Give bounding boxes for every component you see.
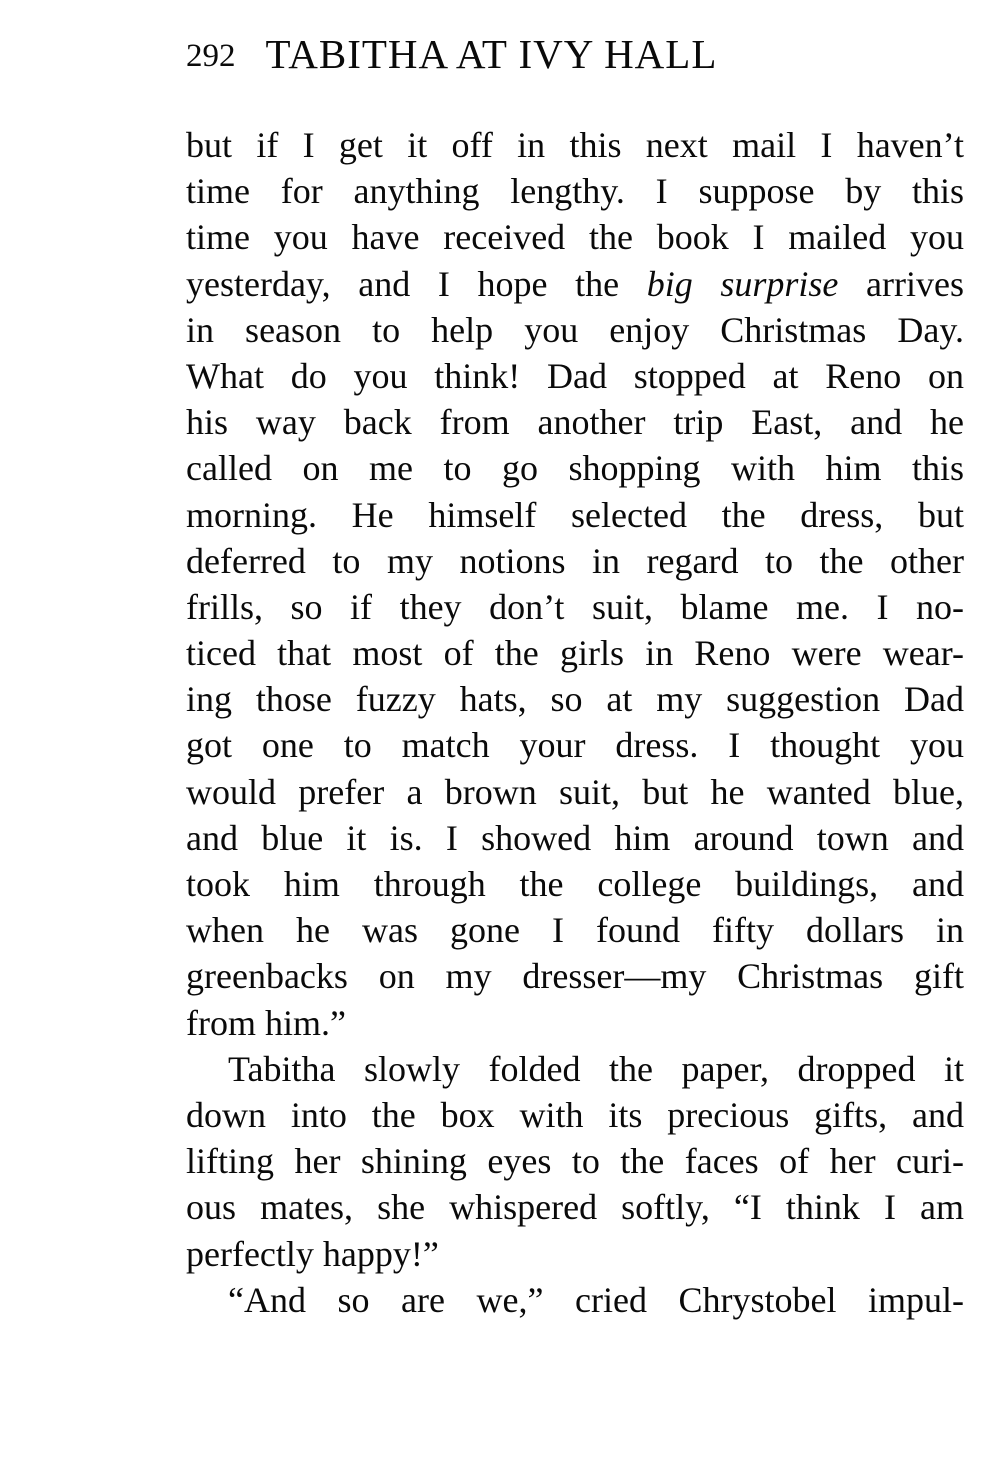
text-line: lifting her shining eyes to the faces of her curi- [186, 1141, 964, 1182]
text-line: took him through the college buildings, and [186, 864, 964, 904]
text-line: time for anything lengthy. I suppose by this [186, 171, 964, 212]
text-line: ticed that most of the girls in Reno were wear- [186, 633, 964, 674]
text-segment: arrives [866, 263, 964, 304]
text-line: morning. He himself selected the dress, but [186, 494, 964, 535]
page-number: 292 [186, 38, 236, 74]
text-line: his way back from another trip East, and he [186, 402, 964, 443]
text-line: and blue it is. I showed him around town and [186, 817, 964, 858]
text-line: What do you think! Dad stopped at Reno on [186, 355, 964, 396]
text-line: frills, so if they don’t suit, blame me. I no- [186, 586, 964, 627]
text-line: perfectly happy!” [186, 1233, 439, 1274]
text-line: down into the box with its precious gifts, and [186, 1094, 964, 1135]
text-line [186, 261, 964, 307]
text-segment: yesterday, and I hope the [186, 263, 620, 304]
italic-phrase: big surprise [646, 263, 839, 304]
text-line: ous mates, she whispered softly, “I think I am [186, 1187, 964, 1228]
text-line: but if I get it off in this next mail I haven’t [186, 125, 964, 165]
text-line: greenbacks on my dresser—my Christmas gift [186, 956, 964, 997]
text-line: deferred to my notions in regard to the other [186, 540, 964, 581]
body-text [186, 122, 964, 1323]
text-line: ing those fuzzy hats, so at my suggestion Dad [186, 679, 964, 720]
text-line: got one to match your dress. I thought you [186, 725, 964, 766]
running-head [186, 30, 866, 86]
text-line: called on me to go shopping with him this [186, 448, 964, 489]
paragraph-first-line: “And so are we,” cried Chrystobel impul- [228, 1279, 964, 1320]
text-line: would prefer a brown suit, but he wanted blue, [186, 771, 964, 812]
paragraph-first-line: Tabitha slowly folded the paper, dropped it [228, 1048, 964, 1089]
text-line: from him.” [186, 1002, 346, 1043]
text-line: time you have received the book I mailed you [186, 217, 964, 258]
text-line: when he was gone I found fifty dollars in [186, 910, 964, 951]
text-line: in season to help you enjoy Christmas Day. [186, 309, 964, 350]
running-title: TABITHA AT IVY HALL [265, 31, 718, 77]
